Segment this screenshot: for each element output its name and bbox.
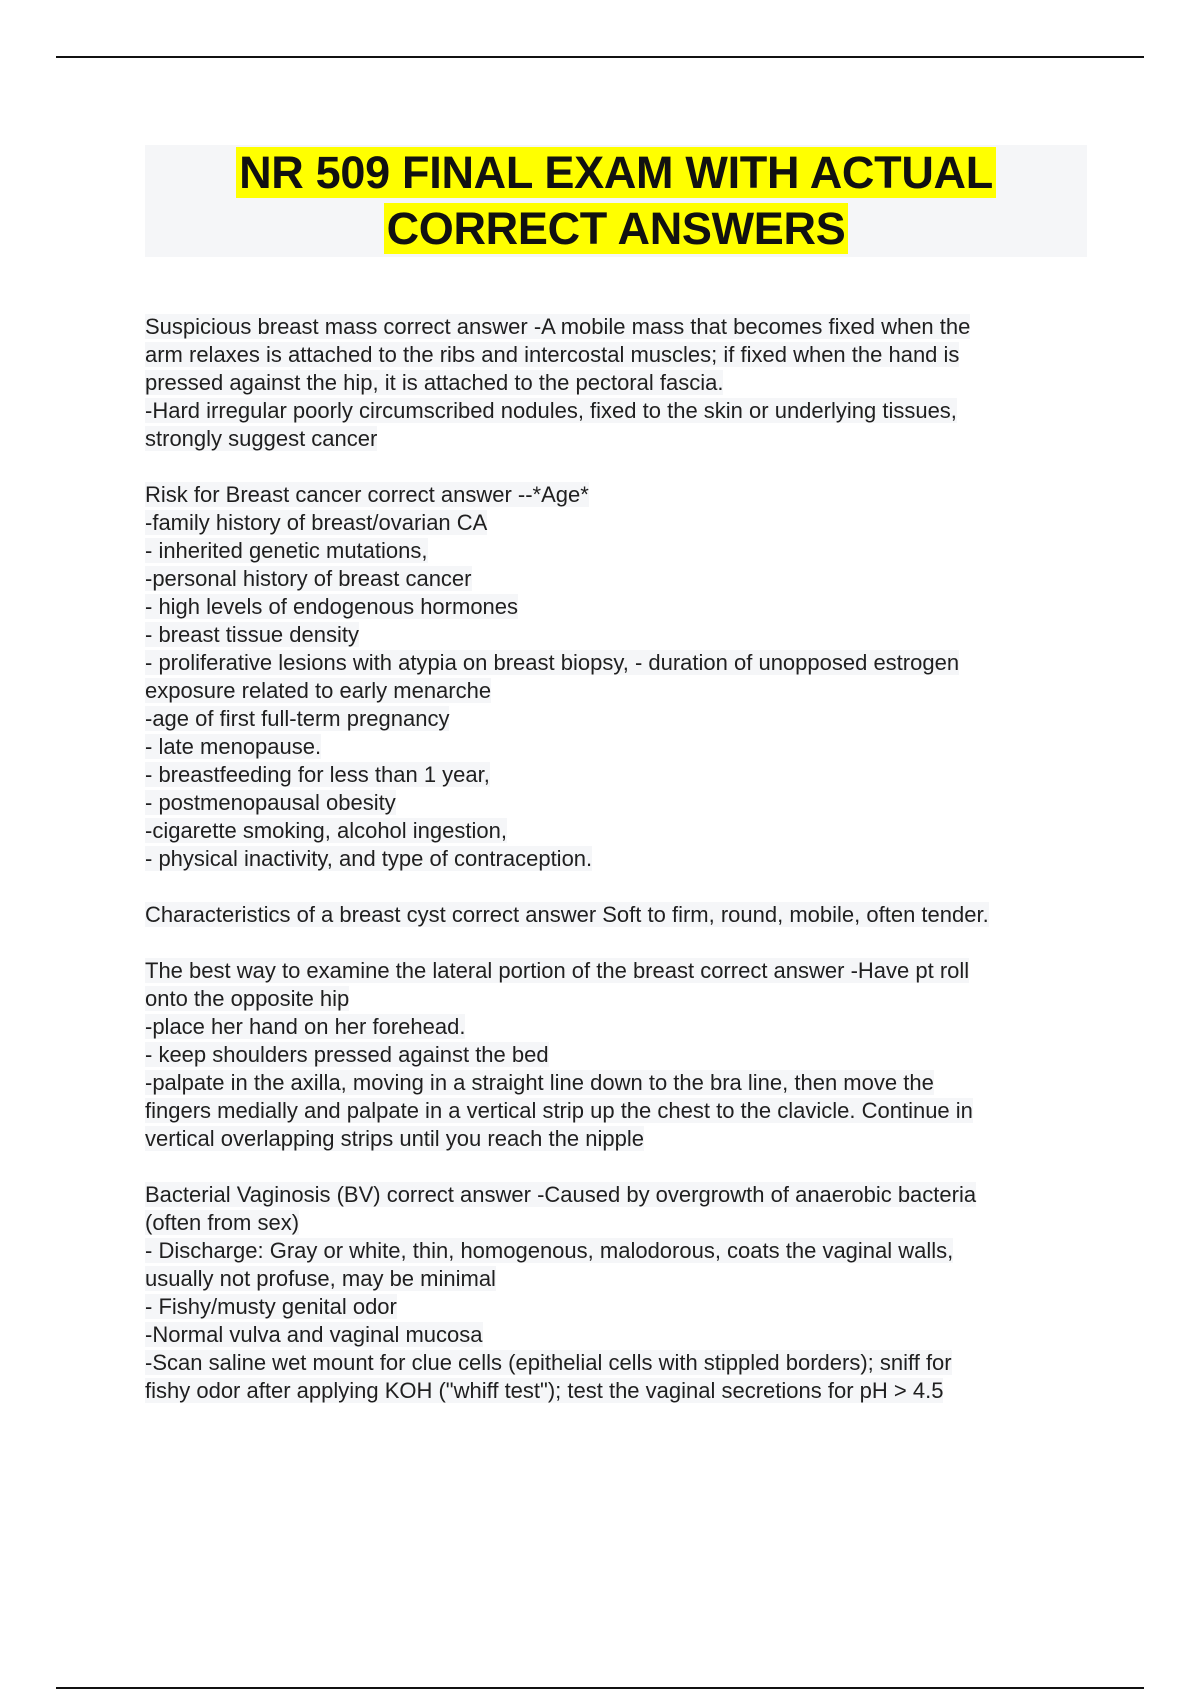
- text-line: [145, 985, 1105, 1013]
- title-text-1: NR 509 FINAL EXAM WITH ACTUAL: [236, 147, 996, 198]
- text-line: [145, 1069, 1105, 1097]
- text-line: [145, 1013, 1105, 1041]
- text-line: [145, 509, 1105, 537]
- text-line-content: -family history of breast/ovarian CA: [145, 510, 488, 535]
- qa-entry: [145, 481, 1105, 873]
- text-line: [145, 1293, 1105, 1321]
- text-line-content: -place her hand on her forehead.: [145, 1014, 466, 1039]
- text-line-content: onto the opposite hip: [145, 986, 350, 1011]
- text-line-content: Risk for Breast cancer correct answer --*Age*: [145, 482, 589, 507]
- text-line-content: -cigarette smoking, alcohol ingestion,: [145, 818, 507, 843]
- text-line: [145, 1265, 1105, 1293]
- text-line: [145, 1321, 1105, 1349]
- text-line-content: Suspicious breast mass correct answer -A mobile mass that becomes fixed when the: [145, 314, 971, 339]
- text-line: [145, 369, 1105, 397]
- text-line-content: - Fishy/musty genital odor: [145, 1294, 397, 1319]
- text-line: [145, 1125, 1105, 1153]
- qa-entry: [145, 901, 1105, 929]
- text-line-content: strongly suggest cancer: [145, 426, 378, 451]
- title-text-2: CORRECT ANSWERS: [384, 203, 849, 254]
- text-line: [145, 1377, 1105, 1405]
- text-line-content: - physical inactivity, and type of contraception.: [145, 846, 593, 871]
- text-line-content: -personal history of breast cancer: [145, 566, 472, 591]
- text-line-content: Bacterial Vaginosis (BV) correct answer -Caused by overgrowth of anaerobic bacteria: [145, 1182, 977, 1207]
- text-line-content: - keep shoulders pressed against the bed: [145, 1042, 549, 1067]
- text-line-content: exposure related to early menarche: [145, 678, 492, 703]
- text-line-content: usually not profuse, may be minimal: [145, 1266, 496, 1291]
- text-line: [145, 1181, 1105, 1209]
- text-line-content: fingers medially and palpate in a vertical strip up the chest to the clavicle. Continue in: [145, 1098, 973, 1123]
- document-title: [145, 145, 1087, 257]
- text-line-content: - breastfeeding for less than 1 year,: [145, 762, 490, 787]
- text-line-content: vertical overlapping strips until you reach the nipple: [145, 1126, 644, 1151]
- qa-entry: [145, 1181, 1105, 1405]
- text-line: [145, 1237, 1105, 1265]
- text-line: [145, 593, 1105, 621]
- text-line: [145, 481, 1105, 509]
- top-rule: [56, 56, 1144, 58]
- text-line-content: -Scan saline wet mount for clue cells (epithelial cells with stippled borders); sniff for: [145, 1350, 952, 1375]
- text-line: [145, 761, 1105, 789]
- text-line: [145, 621, 1105, 649]
- text-line: [145, 1349, 1105, 1377]
- qa-entry: [145, 957, 1105, 1153]
- text-line: [145, 705, 1105, 733]
- text-line-content: - inherited genetic mutations,: [145, 538, 428, 563]
- text-line: [145, 733, 1105, 761]
- title-line-1: [145, 145, 1087, 201]
- text-line: [145, 817, 1105, 845]
- text-line: [145, 789, 1105, 817]
- text-line: [145, 537, 1105, 565]
- text-line-content: - Discharge: Gray or white, thin, homogenous, malodorous, coats the vaginal walls,: [145, 1238, 954, 1263]
- text-line-content: -age of first full-term pregnancy: [145, 706, 450, 731]
- text-line: [145, 341, 1105, 369]
- text-line: [145, 1097, 1105, 1125]
- text-line-content: -Normal vulva and vaginal mucosa: [145, 1322, 483, 1347]
- text-line-content: - breast tissue density: [145, 622, 359, 647]
- title-line-2: [145, 201, 1087, 257]
- text-line-content: Characteristics of a breast cyst correct answer Soft to firm, round, mobile, often tender.: [145, 902, 989, 927]
- text-line: [145, 397, 1105, 425]
- text-line-content: - postmenopausal obesity: [145, 790, 396, 815]
- bottom-rule: [56, 1687, 1144, 1689]
- text-line: [145, 957, 1105, 985]
- text-line-content: (often from sex): [145, 1210, 300, 1235]
- text-line: [145, 677, 1105, 705]
- text-line: [145, 313, 1105, 341]
- text-line: [145, 845, 1105, 873]
- text-line-content: arm relaxes is attached to the ribs and intercostal muscles; if fixed when the hand is: [145, 342, 960, 367]
- text-line-content: -palpate in the axilla, moving in a straight line down to the bra line, then move the: [145, 1070, 934, 1095]
- text-line: [145, 1209, 1105, 1237]
- text-line: [145, 1041, 1105, 1069]
- text-line: [145, 901, 1105, 929]
- text-line-content: fishy odor after applying KOH ("whiff test"); test the vaginal secretions for pH > 4.5: [145, 1378, 944, 1403]
- text-line-content: - high levels of endogenous hormones: [145, 594, 519, 619]
- document-body: [145, 313, 1105, 1433]
- text-line-content: - proliferative lesions with atypia on breast biopsy, - duration of unopposed estrogen: [145, 650, 960, 675]
- text-line: [145, 649, 1105, 677]
- text-line-content: The best way to examine the lateral portion of the breast correct answer -Have pt roll: [145, 958, 970, 983]
- text-line-content: pressed against the hip, it is attached to the pectoral fascia.: [145, 370, 724, 395]
- text-line: [145, 425, 1105, 453]
- text-line: [145, 565, 1105, 593]
- qa-entry: [145, 313, 1105, 453]
- text-line-content: - late menopause.: [145, 734, 322, 759]
- text-line-content: -Hard irregular poorly circumscribed nodules, fixed to the skin or underlying tissues,: [145, 398, 957, 423]
